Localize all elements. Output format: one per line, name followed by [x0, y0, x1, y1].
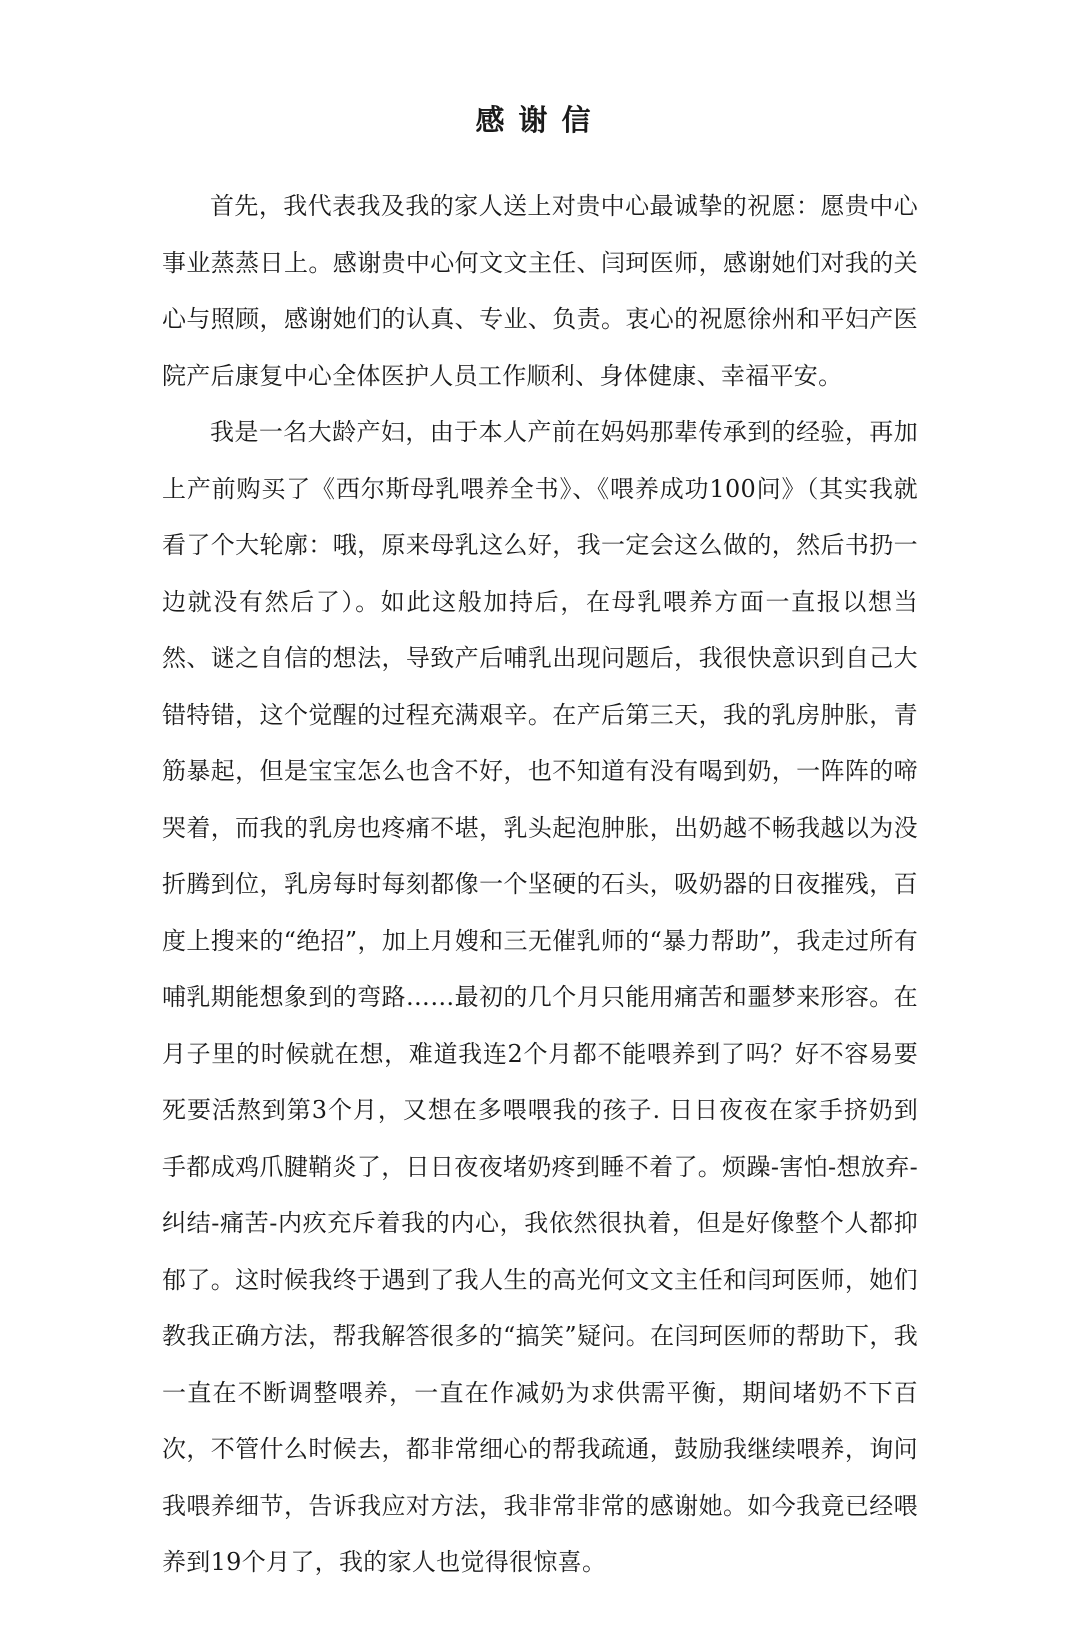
- paragraph-story: 我是一名大龄产妇，由于本人产前在妈妈那辈传承到的经验，再加上产前购买了《西尔斯母乳喂养全书》、《喂养成功100问》（其实我就看了个大轮廓：哦，原来母乳这么好，我一定会这么做的，然后书扔一边就没有然后了）。如此这般加持后，在母乳喂养方面一直报以想当然、谜之自信的想法，导致产后哺乳出现问题后，我很快意识到自己大错特错，这个觉醒的过程充满艰辛。在产后第三天，我的乳房肿胀，青筋暴起，但是宝宝怎么也含不好，也不知道有没有喝到奶，一阵阵的啼哭着，而我的乳房也疼痛不堪，乳头起泡肿胀，出奶越不畅我越以为没折腾到位，乳房每时每刻都像一个坚硬的石头，吸奶器的日夜摧残，百度上搜来的“绝招”，加上月嫂和三无催乳师的“暴力帮助”，我走过所有哺乳期能想象到的弯路……最初的几个月只能用痛苦和噩梦来形容。在月子里的时候就在想，难道我连2个月都不能喂养到了吗？好不容易要死要活熬到第3个月，又想在多喂喂我的孩子. 日日夜夜在家手挤奶到手都成鸡爪腱鞘炎了，日日夜夜堵奶疼到睡不着了。烦躁-害怕-想放弃-纠结-痛苦-内疚充斥着我的内心，我依然很执着，但是好像整个人都抑郁了。这时候我终于遇到了我人生的高光何文文主任和闫珂医师，她们教我正确方法，帮我解答很多的“搞笑”疑问。在闫珂医师的帮助下，我一直在不断调整喂养，一直在作减奶为求供需平衡，期间堵奶不下百次，不管什么时候去，都非常细心的帮我疏通，鼓励我继续喂养，询问我喂养细节，告诉我应对方法，我非常非常的感谢她。如今我竟已经喂养到19个月了，我的家人也觉得很惊喜。: [162, 418, 918, 1576]
- paragraph-greeting: 首先，我代表我及我的家人送上对贵中心最诚挚的祝愿：愿贵中心事业蒸蒸日上。感谢贵中心何文文主任、闫珂医师，感谢她们对我的关心与照顾，感谢她们的认真、专业、负责。衷心的祝愿徐州和平妇产医院产后康复中心全体医护人员工作顺利、身体健康、幸福平安。: [162, 192, 918, 390]
- letter-body: [162, 178, 918, 1591]
- letter-title: 感谢信: [475, 103, 605, 137]
